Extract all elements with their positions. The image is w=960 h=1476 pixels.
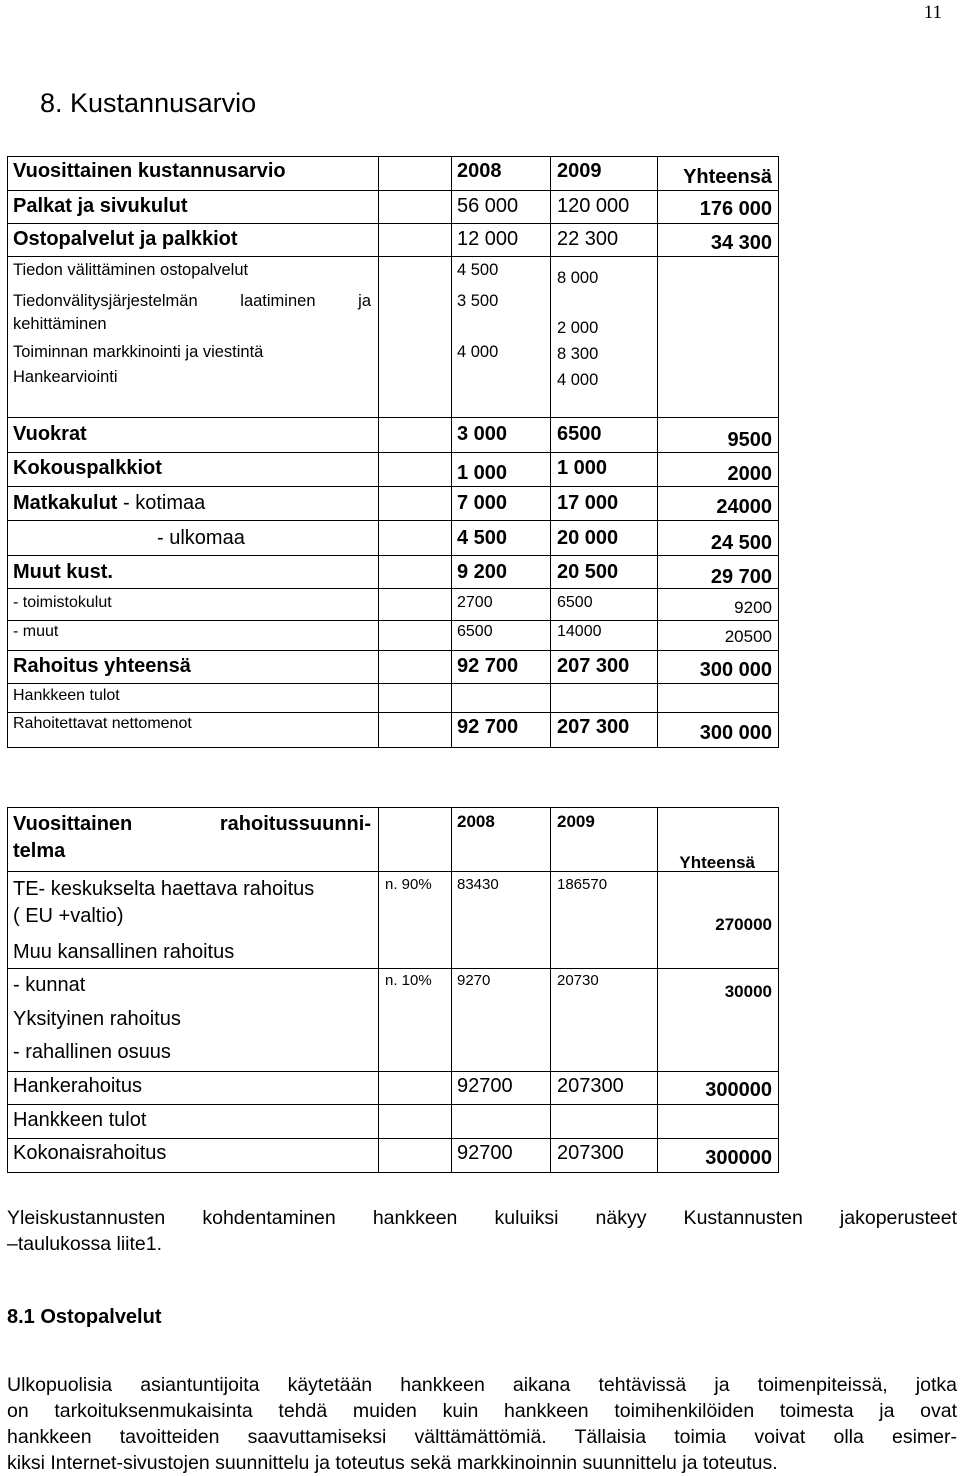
row-ostopalvelut-2009: 22 300: [557, 228, 619, 250]
fund-tulot-label: Hankkeen tulot: [13, 1109, 147, 1131]
row-muutkust-2008: 9 200: [457, 561, 508, 583]
row-muut-2008: 6500: [457, 623, 493, 640]
row-tiedonvalitys-label-line1: [13, 293, 371, 310]
paragraph-line-2: on tarkoituksenmukaisinta tehdä muiden kuin hankkeen toimihenkilöiden toimesta ja ovat: [7, 1400, 957, 1422]
note-line-1: Yleiskustannusten kohdentaminen hankkeen kuluiksi näkyy Kustannusten jakoperusteet: [7, 1207, 957, 1229]
row-kotimaa-2008: 7 000: [457, 492, 508, 514]
row-kotimaa-2009: 17 000: [557, 492, 619, 514]
fund-header-2008: 2008: [457, 812, 495, 831]
row-ostopalvelut-label: Ostopalvelut ja palkkiot: [13, 228, 238, 250]
row-kokouspalkkiot-2008: 1 000: [457, 462, 508, 484]
row-tulot-label: Hankkeen tulot: [13, 687, 120, 704]
fund-te-total: 270000: [715, 915, 772, 934]
row-muutkust-total: 29 700: [710, 566, 772, 588]
row-toimistokulut-2008: 2700: [457, 594, 493, 611]
row-kokouspalkkiot-2009: 1 000: [557, 457, 608, 479]
row-palkat-total: 176 000: [699, 198, 772, 220]
fund-header-label-line1: [13, 814, 371, 835]
row-tiedon-label: Tiedon välittäminen ostopalvelut: [13, 261, 249, 279]
row-nettomenot-total: 300 000: [699, 722, 772, 744]
row-nettomenot-label: Rahoitettavat nettomenot: [13, 715, 192, 732]
section-heading: 8. Kustannusarvio: [40, 88, 257, 118]
fund-kunnat-2008: 9270: [457, 972, 491, 989]
fund-muu-kansallinen-label: Muu kansallinen rahoitus: [13, 941, 235, 963]
row-rahoitus-total: 300 000: [699, 659, 772, 681]
row-tiedon-2008: 4 500: [457, 261, 499, 279]
tiedonvalitys-line1-text: Tiedonvälitysjärjestelmän laatiminen ja: [13, 292, 371, 310]
fund-kunnat-label: - kunnat: [13, 974, 86, 996]
row-muut-2009: 14000: [557, 623, 602, 640]
fund-kokonais-label: Kokonaisrahoitus: [13, 1142, 167, 1164]
row-ulkomaa-2008: 4 500: [457, 527, 508, 549]
fund-hankerahoitus-label: Hankerahoitus: [13, 1075, 142, 1097]
row-markkinointi-2009: 8 300: [557, 345, 599, 363]
row-nettomenot-2008: 92 700: [457, 716, 519, 738]
row-kotimaa-label-rest: - kotimaa: [117, 492, 206, 514]
row-muut-total: 20500: [724, 627, 772, 646]
row-toimistokulut-2009: 6500: [557, 594, 593, 611]
fund-hankerahoitus-2009: 207300: [557, 1075, 624, 1097]
fund-kokonais-2009: 207300: [557, 1142, 624, 1164]
row-kotimaa-total: 24000: [716, 496, 772, 518]
row-kokouspalkkiot-total: 2000: [727, 463, 772, 485]
cost-header-2008: 2008: [457, 160, 502, 182]
fund-te-share: n. 90%: [385, 876, 432, 893]
page-number: 11: [923, 2, 942, 23]
row-ostopalvelut-2008: 12 000: [457, 228, 519, 250]
row-hankearviointi-label: Hankearviointi: [13, 368, 118, 386]
cost-header-label: Vuosittainen kustannusarvio: [13, 160, 286, 182]
cost-header-total: Yhteensä: [683, 166, 772, 188]
subsection-heading: 8.1 Ostopalvelut: [7, 1306, 162, 1328]
row-muutkust-2009: 20 500: [557, 561, 619, 583]
row-markkinointi-2008: 4 000: [457, 343, 499, 361]
row-vuokrat-total: 9500: [727, 429, 772, 451]
fund-kunnat-total: 30000: [724, 982, 772, 1001]
fund-te-label-line2: ( EU +valtio): [13, 905, 124, 927]
row-toimistokulut-label: - toimistokulut: [13, 594, 112, 611]
row-markkinointi-label: Toiminnan markkinointi ja viestintä: [13, 343, 264, 361]
row-tiedonvalitys-label-line2: kehittäminen: [13, 315, 107, 333]
row-tiedon-2009: 8 000: [557, 269, 599, 287]
paragraph-line-1: Ulkopuolisia asiantuntijoita käytetään hankkeen aikana tehtävissä ja toimenpiteissä, jotka: [7, 1374, 957, 1396]
fund-hankerahoitus-2008: 92700: [457, 1075, 513, 1097]
fund-kunnat-share: n. 10%: [385, 972, 432, 989]
row-toimistokulut-total: 9200: [734, 598, 772, 617]
paragraph-line-4: kiksi Internet-sivustojen suunnittelu ja toteutus sekä markkinoinnin suunnittelu ja toteutus.: [7, 1452, 778, 1474]
fund-kokonais-total: 300000: [705, 1147, 772, 1169]
row-ulkomaa-2009: 20 000: [557, 527, 619, 549]
cost-header-2009: 2009: [557, 160, 602, 182]
fund-rahallinen-label: - rahallinen osuus: [13, 1041, 171, 1063]
row-ulkomaa-total: 24 500: [710, 532, 772, 554]
row-vuokrat-label: Vuokrat: [13, 423, 87, 445]
fund-header-total: Yhteensä: [679, 853, 755, 872]
row-palkat-2008: 56 000: [457, 195, 519, 217]
row-muut-label: - muut: [13, 623, 59, 640]
fund-header-2009: 2009: [557, 812, 595, 831]
fund-te-label-line1: TE- keskukselta haettava rahoitus: [13, 878, 315, 900]
row-ulkomaa-label: - ulkomaa: [157, 527, 245, 549]
fund-kokonais-2008: 92700: [457, 1142, 513, 1164]
row-kotimaa-label-bold: Matkakulut: [13, 492, 118, 514]
fund-header-label-line2: telma: [13, 840, 66, 862]
row-hankearviointi-2009: 4 000: [557, 371, 599, 389]
row-vuokrat-2009: 6500: [557, 423, 602, 445]
fund-header-line1-text: Vuosittainen rahoitussuunni-: [13, 813, 371, 835]
row-kokouspalkkiot-label: Kokouspalkkiot: [13, 457, 162, 479]
fund-kunnat-2009: 20730: [557, 972, 599, 989]
row-vuokrat-2008: 3 000: [457, 423, 508, 445]
fund-te-2009: 186570: [557, 876, 608, 893]
row-palkat-label: Palkat ja sivukulut: [13, 195, 188, 217]
fund-hankerahoitus-total: 300000: [705, 1079, 772, 1101]
row-muutkust-label: Muut kust.: [13, 561, 113, 583]
row-tiedonvalitys-2009: 2 000: [557, 319, 599, 337]
fund-te-2008: 83430: [457, 876, 499, 893]
row-tiedonvalitys-2008: 3 500: [457, 292, 499, 310]
note-line-2: –taulukossa liite1.: [7, 1233, 163, 1255]
paragraph-line-3: hankkeen tavoitteiden saavuttamiseksi välttämättömiä. Tällaisia toimia voivat olla esimer-: [7, 1426, 957, 1448]
row-rahoitus-2008: 92 700: [457, 655, 519, 677]
row-nettomenot-2009: 207 300: [557, 716, 630, 738]
row-rahoitus-label: Rahoitus yhteensä: [13, 655, 191, 677]
row-kotimaa-label: [13, 493, 205, 514]
row-rahoitus-2009: 207 300: [557, 655, 630, 677]
fund-yksityinen-label: Yksityinen rahoitus: [13, 1008, 181, 1030]
row-palkat-2009: 120 000: [557, 195, 630, 217]
row-ostopalvelut-total: 34 300: [710, 232, 772, 254]
